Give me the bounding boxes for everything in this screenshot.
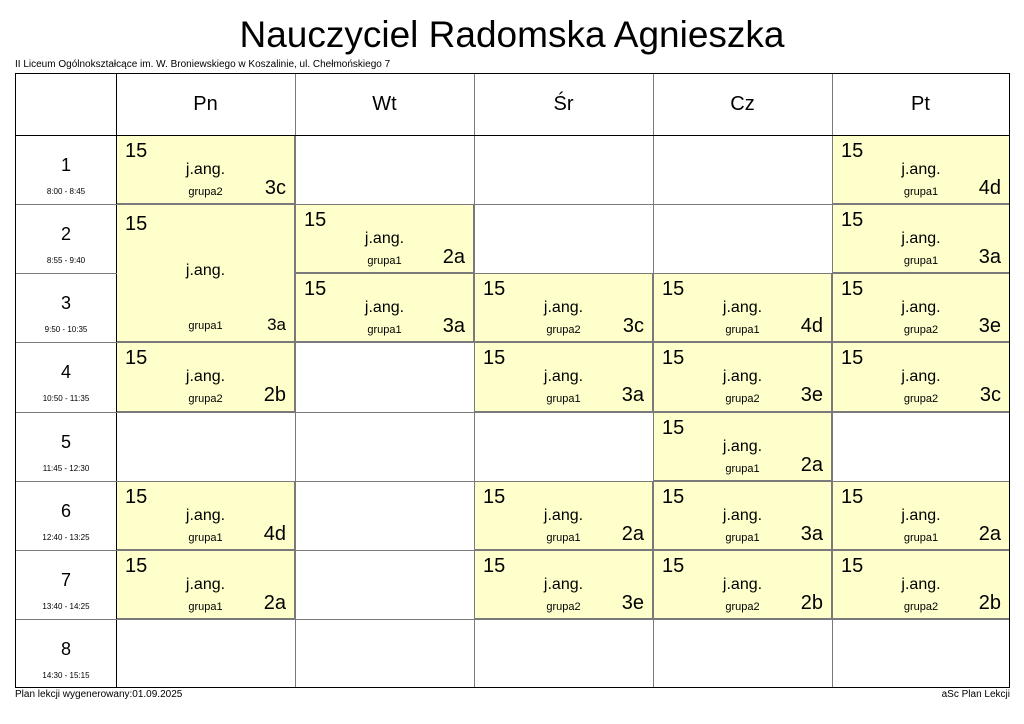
lesson-group: grupa1	[903, 532, 939, 544]
period-cell	[16, 273, 116, 342]
lesson-group: grupa2	[546, 324, 581, 336]
period-time: 13:40 - 14:25	[42, 602, 90, 611]
period-number: 6	[60, 501, 71, 521]
period-cell	[16, 204, 116, 273]
lesson-card[interactable]	[475, 343, 653, 412]
lesson-card[interactable]	[654, 274, 832, 342]
lesson-card[interactable]	[654, 413, 832, 481]
lesson-group: grupa1	[903, 186, 939, 198]
lesson-room: 15	[304, 209, 327, 231]
lesson-class: 2b	[263, 384, 286, 406]
lesson-group: grupa1	[725, 324, 760, 336]
lesson-group: grupa2	[546, 601, 581, 613]
lesson-room: 15	[662, 278, 685, 300]
lesson-card[interactable]	[833, 136, 1009, 204]
lesson-subject: j.ang.	[901, 368, 941, 385]
lesson-room: 15	[841, 278, 864, 300]
lesson-room: 15	[125, 140, 148, 162]
lesson-room: 15	[483, 555, 506, 577]
lesson-class: 3a	[442, 315, 465, 337]
lesson-subject: j.ang.	[722, 368, 763, 385]
day-header: Wt	[372, 93, 397, 115]
lesson-subject: j.ang.	[722, 299, 763, 316]
lesson-card[interactable]	[654, 482, 832, 550]
lesson-room: 15	[125, 213, 148, 235]
lesson-card[interactable]	[117, 482, 295, 550]
lesson-subject: j.ang.	[901, 161, 941, 178]
lesson-subject: j.ang.	[185, 161, 226, 178]
lesson-card[interactable]	[117, 205, 295, 342]
lesson-room: 15	[125, 555, 148, 577]
period-time: 10:50 - 11:35	[42, 394, 90, 403]
lesson-card[interactable]	[833, 482, 1009, 550]
lesson-card[interactable]	[117, 551, 295, 619]
lesson-card[interactable]	[475, 274, 653, 342]
lesson-room: 15	[662, 486, 685, 508]
lesson-group: grupa1	[367, 255, 402, 267]
lesson-class: 4d	[263, 523, 286, 545]
lesson-subject: j.ang.	[185, 368, 226, 385]
lesson-class: 4d	[978, 177, 1001, 199]
lesson-card[interactable]	[475, 482, 653, 550]
grid-hline	[16, 412, 1009, 413]
lesson-group: grupa1	[903, 255, 939, 267]
lesson-class: 3a	[978, 246, 1001, 268]
lesson-card[interactable]	[117, 136, 295, 204]
lesson-group: grupa2	[903, 393, 939, 405]
lesson-room: 15	[125, 347, 148, 369]
lesson-group: grupa1	[188, 532, 223, 544]
lesson-subject: j.ang.	[722, 507, 763, 524]
lesson-group: grupa2	[188, 186, 223, 198]
lesson-class: 3c	[264, 177, 286, 199]
lesson-class: 3c	[979, 384, 1001, 406]
lesson-card[interactable]	[833, 205, 1009, 273]
lesson-class: 3a	[267, 315, 286, 334]
lesson-class: 3c	[622, 315, 644, 337]
lesson-group: grupa1	[725, 463, 760, 475]
lesson-group: grupa2	[903, 601, 939, 613]
grid-vline	[295, 74, 296, 687]
period-cell	[16, 412, 116, 481]
period-time: 14:30 - 15:15	[42, 671, 90, 680]
lesson-room: 15	[662, 417, 685, 439]
lesson-room: 15	[841, 347, 864, 369]
lesson-room: 15	[841, 555, 864, 577]
day-header: Pn	[193, 93, 218, 115]
lesson-room: 15	[304, 278, 327, 300]
period-cell	[16, 481, 116, 550]
lesson-subject: j.ang.	[901, 507, 941, 524]
lesson-class: 2b	[978, 592, 1001, 614]
lesson-room: 15	[662, 555, 685, 577]
lesson-room: 15	[841, 140, 864, 162]
lesson-room: 15	[483, 278, 506, 300]
lesson-card[interactable]	[296, 205, 474, 273]
day-header: Pt	[911, 93, 930, 115]
lesson-class: 3e	[621, 592, 644, 614]
period-time: 11:45 - 12:30	[42, 464, 90, 473]
lesson-room: 15	[483, 486, 506, 508]
grid-hline	[16, 619, 1009, 620]
lesson-subject: j.ang.	[543, 576, 584, 593]
lesson-group: grupa1	[367, 324, 402, 336]
lesson-group: grupa1	[546, 393, 581, 405]
period-number: 4	[60, 362, 71, 382]
brand-label: aSc Plan Lekcji	[941, 689, 1010, 700]
period-cell	[16, 550, 116, 619]
lesson-card[interactable]	[654, 343, 832, 412]
period-number: 2	[60, 224, 71, 244]
period-number: 3	[60, 293, 71, 313]
lesson-group: grupa2	[725, 393, 760, 405]
lesson-class: 2b	[800, 592, 823, 614]
lesson-card[interactable]	[833, 551, 1009, 619]
lesson-group: grupa2	[188, 393, 223, 405]
lesson-subject: j.ang.	[543, 299, 584, 316]
lesson-class: 4d	[800, 315, 823, 337]
lesson-subject: j.ang.	[543, 368, 584, 385]
lesson-class: 2a	[978, 523, 1001, 545]
lesson-group: grupa1	[546, 532, 581, 544]
period-number: 7	[60, 570, 71, 590]
lesson-class: 3a	[621, 384, 644, 406]
period-number: 8	[60, 639, 71, 659]
period-cell	[16, 342, 116, 411]
lesson-subject: j.ang.	[722, 576, 763, 593]
lesson-class: 3e	[800, 384, 823, 406]
lesson-subject: j.ang.	[543, 507, 584, 524]
lesson-subject: j.ang.	[364, 299, 405, 316]
period-cell	[16, 135, 116, 204]
lesson-subject: j.ang.	[364, 230, 405, 247]
timetable-grid	[15, 73, 1010, 688]
lesson-group: grupa1	[725, 532, 760, 544]
lesson-room: 15	[483, 347, 506, 369]
lesson-card[interactable]	[833, 274, 1009, 342]
lesson-subject: j.ang.	[185, 262, 226, 279]
lesson-subject: j.ang.	[901, 230, 941, 247]
lesson-class: 2a	[800, 454, 823, 476]
lesson-subject: j.ang.	[901, 299, 941, 316]
lesson-subject: j.ang.	[185, 507, 226, 524]
lesson-card[interactable]	[296, 274, 474, 342]
lesson-card[interactable]	[117, 343, 295, 412]
lesson-class: 2a	[621, 523, 644, 545]
lesson-group: grupa1	[188, 320, 223, 332]
lesson-group: grupa2	[725, 601, 760, 613]
lesson-subject: j.ang.	[722, 438, 763, 455]
generated-date: Plan lekcji wygenerowany:01.09.2025	[15, 689, 183, 700]
lesson-class: 2a	[442, 246, 465, 268]
lesson-card[interactable]	[833, 343, 1009, 412]
lesson-group: grupa1	[188, 601, 223, 613]
lesson-class: 3a	[800, 523, 823, 545]
period-cell	[16, 619, 116, 688]
lesson-room: 15	[125, 486, 148, 508]
day-header: Cz	[730, 93, 755, 115]
lesson-room: 15	[841, 209, 864, 231]
lesson-room: 15	[662, 347, 685, 369]
lesson-class: 3e	[978, 315, 1001, 337]
lesson-class: 2a	[263, 592, 286, 614]
lesson-card[interactable]	[475, 551, 653, 619]
school-name: II Liceum Ogólnokształcące im. W. Broniewskiego w Koszalinie, ul. Chełmońskiego 7	[15, 59, 391, 70]
period-time: 12:40 - 13:25	[42, 533, 90, 542]
lesson-card[interactable]	[654, 551, 832, 619]
period-time: 8:55 - 9:40	[46, 256, 86, 265]
period-time: 8:00 - 8:45	[46, 187, 86, 196]
lesson-group: grupa2	[903, 324, 939, 336]
lesson-subject: j.ang.	[901, 576, 941, 593]
lesson-room: 15	[841, 486, 864, 508]
period-time: 9:50 - 10:35	[44, 325, 88, 334]
period-number: 5	[60, 432, 71, 452]
lesson-subject: j.ang.	[185, 576, 226, 593]
period-number: 1	[60, 155, 71, 175]
page-title: Nauczyciel Radomska Agnieszka	[239, 14, 785, 55]
day-header: Śr	[553, 93, 574, 115]
